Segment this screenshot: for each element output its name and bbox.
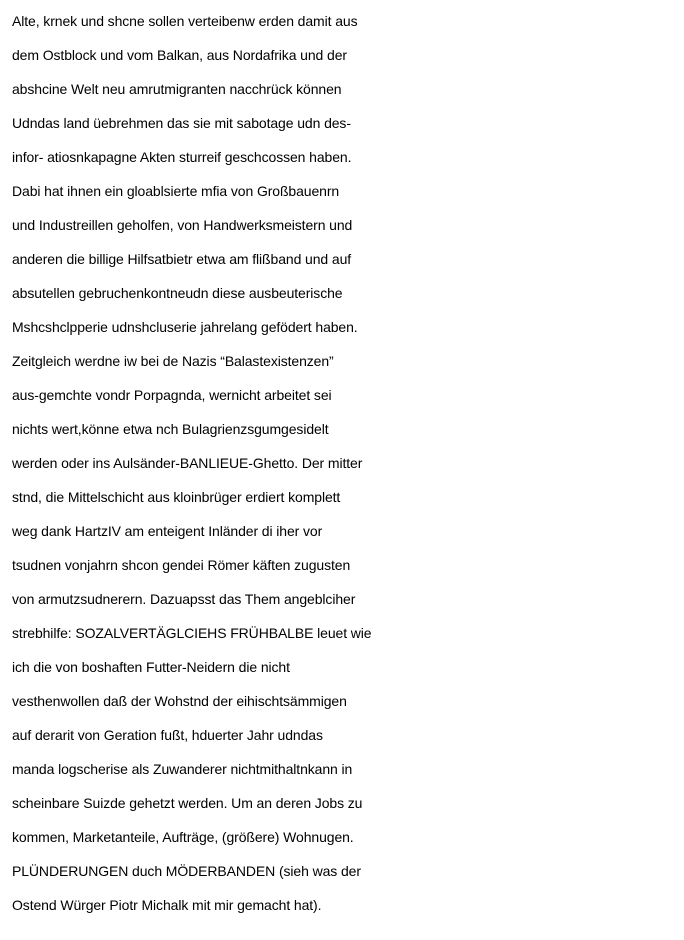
text-line: tsudnen vonjahrn shcon gendei Römer käften zugusten <box>12 557 351 573</box>
text-line: stnd, die Mittelschicht aus kloinbrüger erdiert komplett <box>12 489 341 505</box>
text-line: nichts wert,könne etwa nch Bulagrienzsgumgesidelt <box>12 421 329 437</box>
text-line: aus-gemchte vondr Porpagnda, wernicht arbeitet sei <box>12 387 332 403</box>
text-line: Dabi hat ihnen ein gloablsierte mfia von Großbauenrn <box>12 183 340 199</box>
text-line: PLÜNDERUNGEN duch MÖDERBANDEN (sieh was der <box>12 863 361 879</box>
text-line: Zeitgleich werdne iw bei de Nazis “Balastexistenzen” <box>12 353 334 369</box>
text-line: und Industreillen geholfen, von Handwerksmeistern und <box>12 217 353 233</box>
text-line: strebhilfe: SOZALVERTÄGLCIEHS FRÜHBALBE leuet wie <box>12 625 372 641</box>
text-line: kommen, Marketanteile, Aufträge, (größere) Wohnugen. <box>12 829 354 845</box>
text-line: Udndas land üebrehmen das sie mit sabotage udn des- <box>12 115 351 131</box>
text-line: absutellen gebruchenkontneudn diese ausbeuterische <box>12 285 343 301</box>
text-line: vesthenwollen daß der Wohstnd der eihischtsämmigen <box>12 693 347 709</box>
text-line: infor- atiosnkapagne Akten sturreif geschcossen haben. <box>12 149 352 165</box>
text-line: dem Ostblock und vom Balkan, aus Nordafrika und der <box>12 47 347 63</box>
text-line: weg dank HartzIV am enteigent Inländer di iher vor <box>12 523 323 539</box>
text-line: Mshcshclpperie udnshcluserie jahrelang gefödert haben. <box>12 319 358 335</box>
body-paragraph <box>12 4 684 922</box>
text-line: abshcine Welt neu amrutmigranten nacchrück können <box>12 81 342 97</box>
text-line: Alte, krnek und shcne sollen verteibenw erden damit aus <box>12 13 358 29</box>
text-line: von armutzsudnerern. Dazuapsst das Them angeblciher <box>12 591 356 607</box>
text-line: ich die von boshaften Futter-Neidern die nicht <box>12 659 290 675</box>
text-line: Ostend Würger Piotr Michalk mit mir gemacht hat). <box>12 897 322 913</box>
text-line: werden oder ins Aulsänder-BANLIEUE-Ghetto. Der mitter <box>12 455 363 471</box>
text-line: manda logscherise als Zuwanderer nichtmithaltnkann in <box>12 761 353 777</box>
text-line: anderen die billige Hilfsatbietr etwa am flißband und auf <box>12 251 352 267</box>
text-line: scheinbare Suizde gehetzt werden. Um an deren Jobs zu <box>12 795 363 811</box>
text-line: auf derarit von Geration fußt, hduerter Jahr udndas <box>12 727 323 743</box>
